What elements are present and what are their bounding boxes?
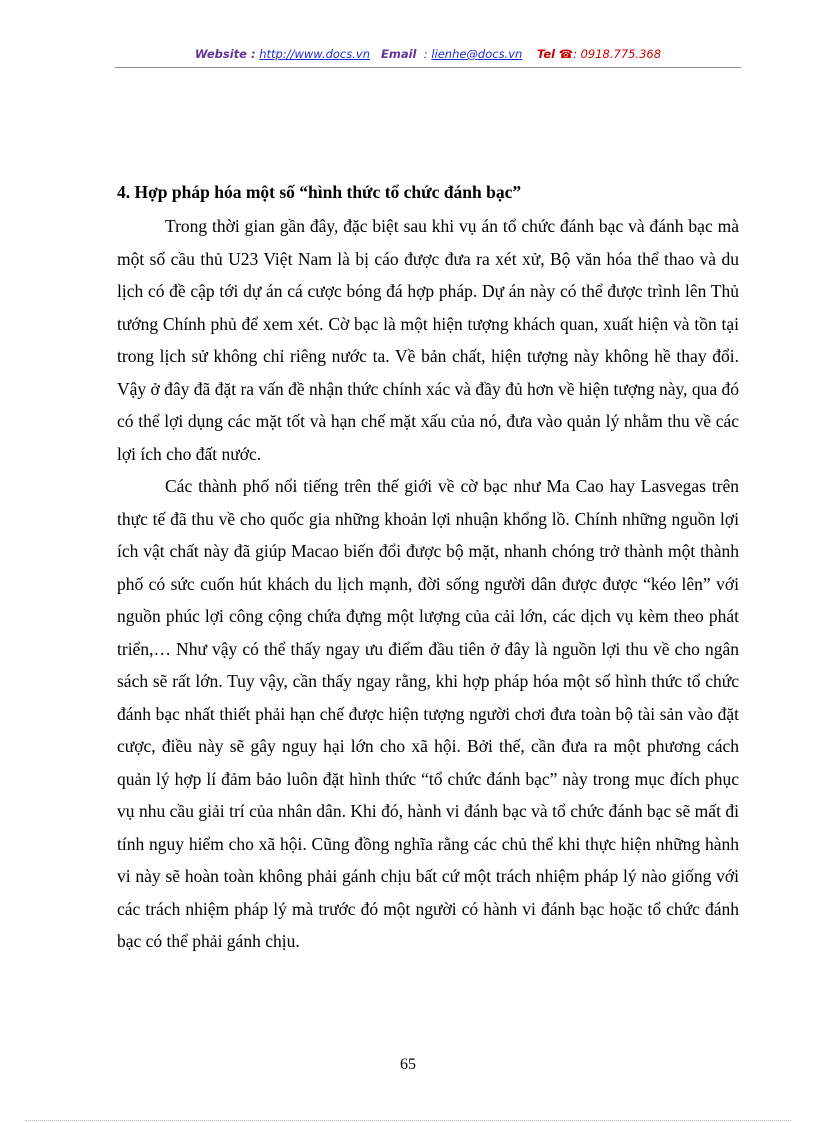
section-title: 4. Hợp pháp hóa một số “hình thức tổ chức đánh bạc” — [117, 182, 522, 202]
paragraph-2: Các thành phố nổi tiếng trên thế giới về cờ bạc như Ma Cao hay Lasvegas trên thực tế đã thu về cho quốc gia những khoản lợi nhuận khổng lồ. Chính những nguồn lợi ích vật chất này đã giúp Macao biến đổi được bộ mặt, nhanh chóng trở thành một thành phố có sức cuốn hút khách du lịch mạnh, đời sống người dân được được “kéo lên” với nguồn phúc lợi công cộng chứa đựng một lượng của cải lớn, các dịch vụ kèm theo phát triển,… Như vậy có thể thấy ngay ưu điểm đầu tiên ở đây là nguồn lợi thu về cho ngân sách sẽ rất lớn. Tuy vậy, cần thấy ngay rằng, khi hợp pháp hóa một số hình thức tổ chức đánh bạc nhất thiết phải hạn chế được hiện tượng người chơi đưa toàn bộ tài sản vào đặt cược, điều này sẽ gây nguy hại lớn cho xã hội. Bởi thế, cần đưa ra một phương cách quản lý hợp lí đảm bảo luôn đặt hình thức “tổ chức đánh bạc” này trong mục đích phục vụ nhu cầu giải trí của nhân dân. Khi đó, hành vi đánh bạc và tổ chức đánh bạc sẽ mất đi tính nguy hiểm cho xã hội. Cũng đồng nghĩa rằng các chủ thể khi thực hiện những hành vi này sẽ hoàn toàn không phải gánh chịu bất cứ một trách nhiệm pháp lý nào giống với các trách nhiệm pháp lý mà trước đó một người có hành vi đánh bạc hoặc tổ chức đánh bạc có thể phải gánh chịu. — [117, 476, 739, 951]
tel-label: Tel — [536, 47, 556, 61]
email-link[interactable]: lienhe@docs.vn — [431, 47, 523, 61]
document-body — [117, 180, 739, 958]
page-header — [115, 47, 741, 61]
page-bottom-border — [25, 1120, 791, 1121]
email-label: Email — [380, 47, 417, 61]
website-link[interactable]: http://www.docs.vn — [259, 47, 371, 61]
paragraph-1: Trong thời gian gần đây, đặc biệt sau khi vụ án tổ chức đánh bạc và đánh bạc mà một số cầu thủ U23 Việt Nam là bị cáo được đưa ra xét xử, Bộ văn hóa thể thao và du lịch có đề cập tới dự án cá cược bóng đá hợp pháp. Dự án này có thể được trình lên Thủ tướng Chính phủ để xem xét. Cờ bạc là một hiện tượng khách quan, xuất hiện và tồn tại trong lịch sử không chỉ riêng nước ta. Về bản chất, hiện tượng này không hề thay đổi. Vậy ở đây đã đặt ra vấn đề nhận thức chính xác và đầy đủ hơn về hiện tượng này, qua đó có thể lợi dụng các mặt tốt và hạn chế mặt xấu của nó, đưa vào quản lý nhằm thu về các lợi ích cho đất nước. — [117, 216, 739, 464]
header-divider — [115, 67, 741, 68]
phone-icon: ☎ — [558, 47, 574, 61]
email-separator: : — [423, 47, 428, 61]
page-number: 65 — [400, 1056, 416, 1073]
website-label: Website : — [194, 47, 256, 61]
phone-number: : 0918.775.368 — [573, 47, 662, 61]
